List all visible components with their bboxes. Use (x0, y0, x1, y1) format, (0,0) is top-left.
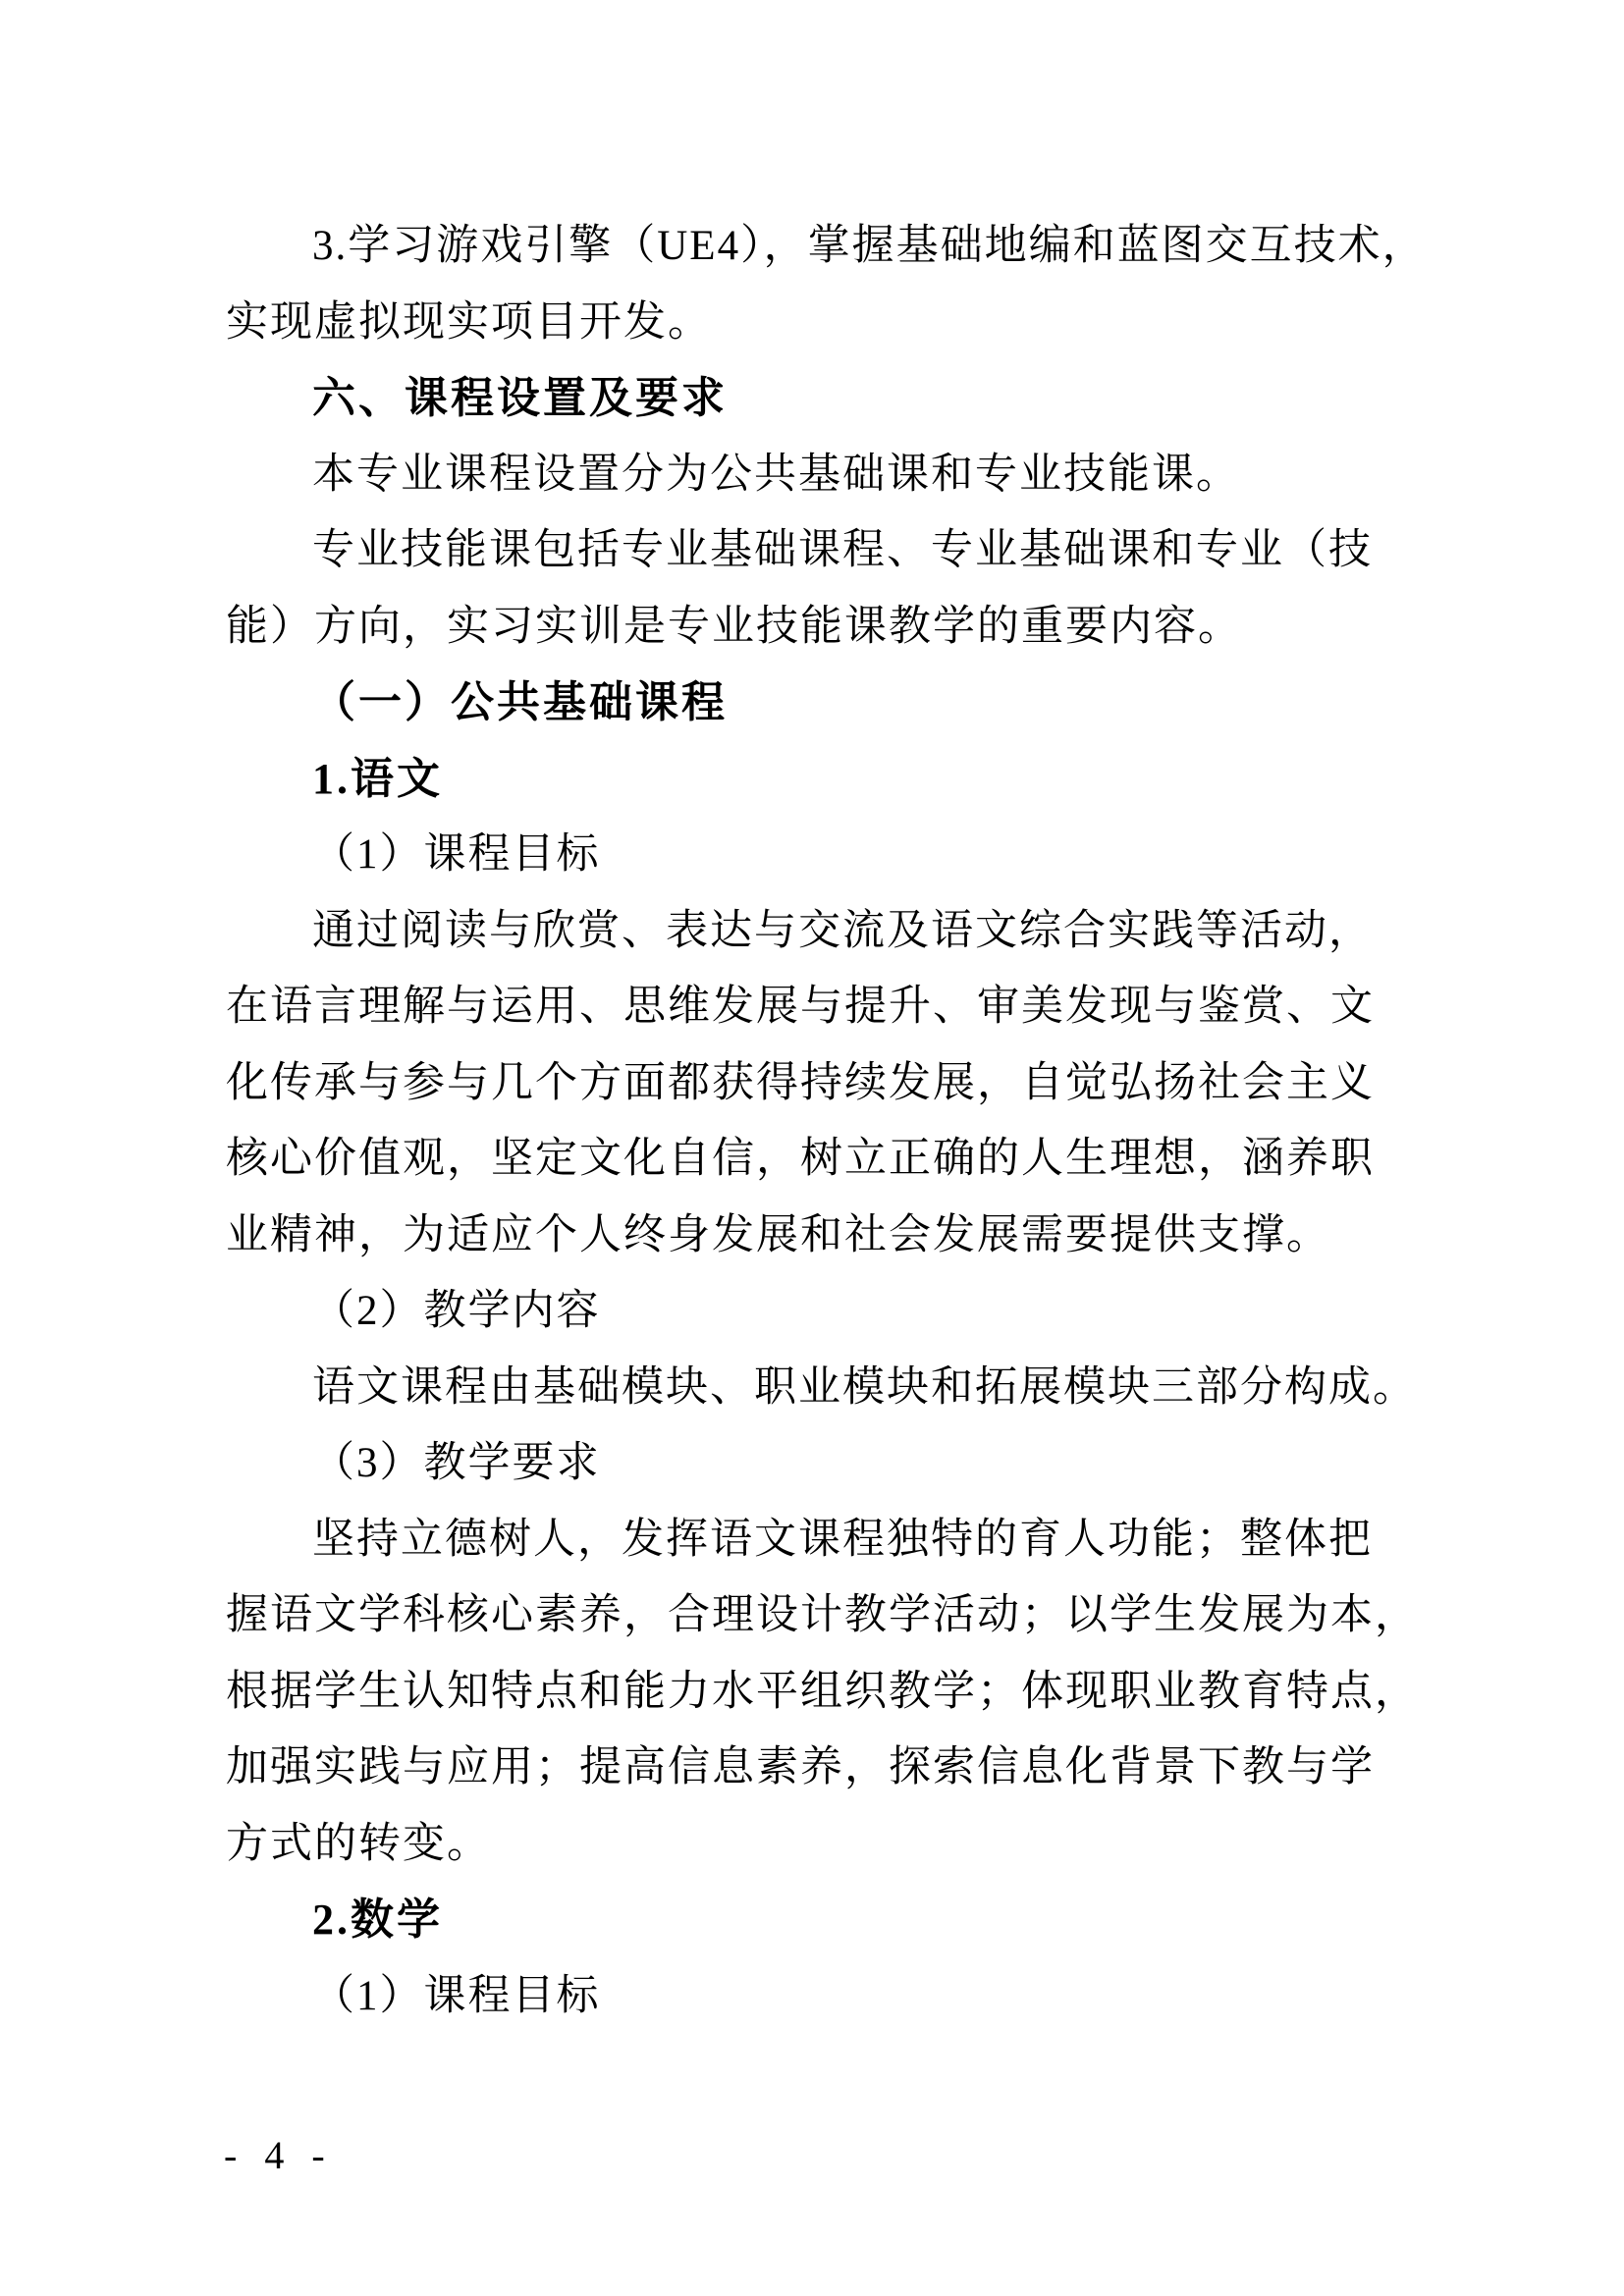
body-line: 加强实践与应用；提高信息素养，探索信息化背景下教与学 (226, 1744, 1375, 1790)
body-line: 3.学习游戏引擎（UE4），掌握基础地编和蓝图交互技术， (312, 223, 1427, 269)
page-number: - 4 - (224, 2133, 334, 2177)
body-line: （1）课程目标 (312, 831, 601, 878)
body-line: 根据学生认知特点和能力水平组织教学；体现职业教育特点， (226, 1668, 1419, 1715)
body-line: 核心价值观，坚定文化自信，树立正确的人生理想，涵养职 (226, 1136, 1375, 1182)
heading-subsection-one: （一）公共基础课程 (312, 678, 728, 726)
heading-course-math: 2.数学 (312, 1896, 443, 1944)
body-line: 本专业课程设置分为公共基础课和专业技能课。 (312, 451, 1240, 498)
body-line: 专业技能课包括专业基础课程、专业基础课和专业（技 (312, 527, 1373, 573)
body-line: 坚持立德树人，发挥语文课程独特的育人功能；整体把 (312, 1516, 1373, 1563)
body-line: （2）教学内容 (312, 1288, 601, 1334)
body-line: 握语文学科核心素养，合理设计教学活动；以学生发展为本， (226, 1592, 1419, 1638)
body-line: 通过阅读与欣赏、表达与交流及语文综合实践等活动， (312, 907, 1373, 954)
body-line: 实现虚拟现实项目开发。 (226, 298, 712, 346)
document-body (226, 208, 1427, 2034)
body-line: （1）课程目标 (312, 1972, 601, 2019)
body-line: 能）方向，实习实训是专业技能课教学的重要内容。 (226, 603, 1242, 650)
heading-course-chinese: 1.语文 (312, 754, 443, 803)
body-line: 业精神，为适应个人终身发展和社会发展需要提供支撑。 (226, 1211, 1330, 1258)
body-line: 语文课程由基础模块、职业模块和拓展模块三部分构成。 (312, 1363, 1417, 1411)
body-line: （3）教学要求 (312, 1440, 601, 1486)
body-line: 在语言理解与运用、思维发展与提升、审美发现与鉴赏、文 (226, 984, 1375, 1030)
body-line: 化传承与参与几个方面都获得持续发展，自觉弘扬社会主义 (226, 1059, 1375, 1106)
body-line: 方式的转变。 (226, 1820, 491, 1867)
heading-section-six: 六、课程设置及要求 (312, 374, 728, 422)
